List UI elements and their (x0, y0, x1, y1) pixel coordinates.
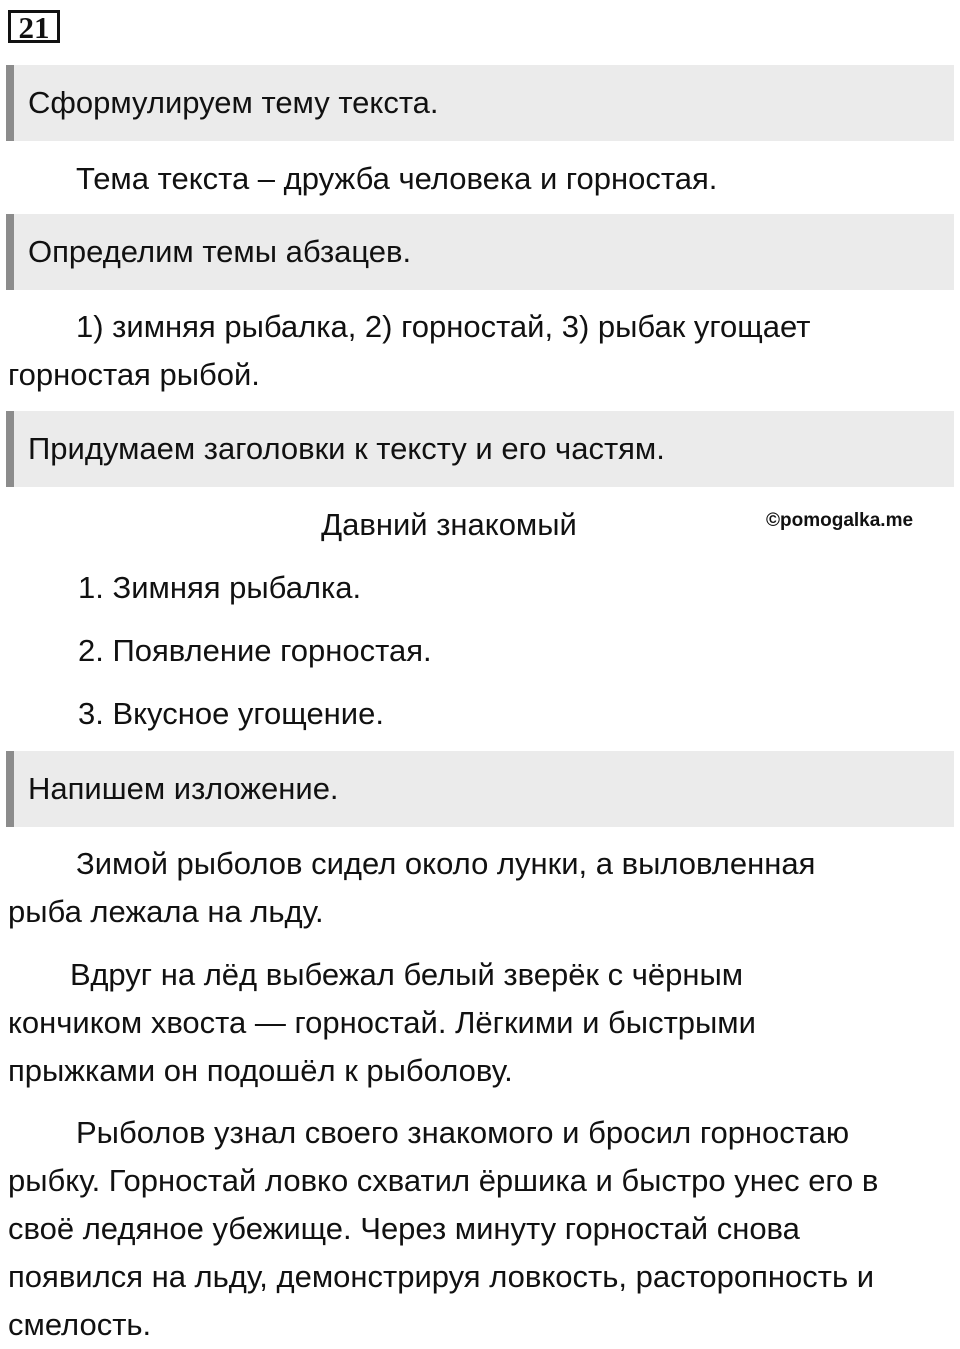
essay-paragraph (8, 1109, 908, 1349)
essay-paragraph-text: Зимой рыболов сидел около лунки, а выловленная рыба лежала на льду. (8, 846, 816, 929)
task-number: 21 (8, 10, 60, 43)
section-heading-text: Придумаем заголовки к тексту и его частям. (28, 431, 665, 466)
section-heading-text: Определим темы абзацев. (28, 234, 412, 269)
essay-paragraph (8, 951, 808, 1095)
watermark: ©pomogalka.me (766, 510, 914, 531)
plan-item: 1. Зимняя рыбалка. (78, 570, 362, 605)
paragraph-topics-text: 1) зимняя рыбалка, 2) горностай, 3) рыбак угощает горностая рыбой. (8, 309, 811, 392)
section-heading-text: Сформулируем тему текста. (28, 85, 439, 120)
plan-title: Давний знакомый (321, 507, 577, 542)
plan-item: 2. Появление горностая. (78, 633, 432, 668)
theme-text: Тема текста – дружба человека и горностая. (76, 161, 718, 196)
section-heading-paragraph-topics (6, 214, 954, 290)
section-heading-theme (6, 65, 954, 141)
section-heading-titles (6, 411, 954, 487)
essay-paragraph-text: Рыболов узнал своего знакомого и бросил горностаю рыбку. Горностай ловко схватил ёршика и быстро унес его в своё ледяное убежище. Через минуту горностай снова появился на льду, демонстрируя ловкость, расторопность и смелость. (8, 1115, 879, 1342)
paragraph-topics (8, 303, 868, 399)
essay-paragraph (8, 840, 878, 936)
section-heading-text: Напишем изложение. (28, 771, 339, 806)
essay-paragraph-text: Вдруг на лёд выбежал белый зверёк с чёрным кончиком хвоста — горностай. Лёгкими и быстрыми прыжками он подошёл к рыболову. (8, 957, 756, 1088)
theme-paragraph (8, 155, 908, 203)
plan-item: 3. Вкусное угощение. (78, 696, 384, 731)
section-heading-essay (6, 751, 954, 827)
